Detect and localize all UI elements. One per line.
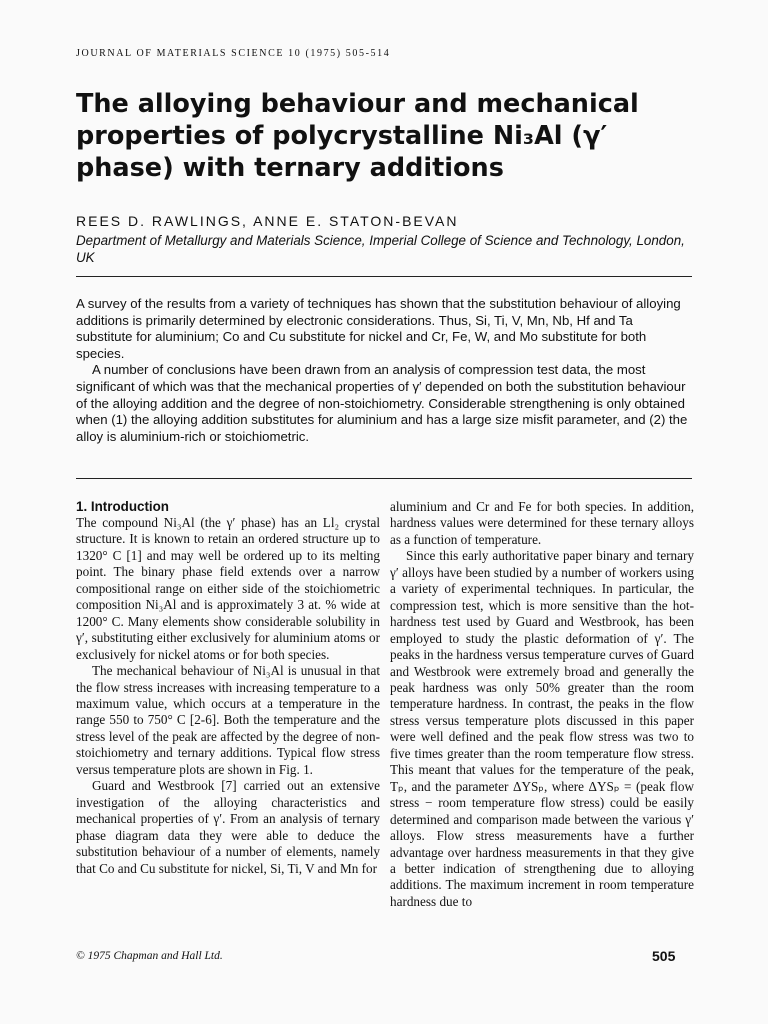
top-divider	[76, 276, 692, 277]
journal-header: JOURNAL OF MATERIALS SCIENCE 10 (1975) 505-514	[76, 48, 391, 59]
abstract-paragraph-1: A survey of the results from a variety of techniques has shown that the substitution behaviour of alloying additions is primarily determined by electronic considerations. Thus, Si, Ti, V, Mn, Nb, Hf and Ta substitute for aluminium; Co and Cu substitute for nickel and Cr, Fe, W, and Mo substitute for both species.	[76, 296, 681, 361]
article-title: The alloying behaviour and mechanical properties of polycrystalline Ni₃Al (γ′ phase) with ternary additions	[76, 89, 639, 183]
body-paragraph: The compound Ni₃Al (the γ′ phase) has an Ll₂ crystal structure. It is known to retain an ordered structure up to 1320° C [1] and may well be ordered up to its melting point. The binary phase field extends over a narrow compositional range on either side of the stoichiometric composition Ni₃Al and is approximately 3 at. % wide at 1200° C. Many elements show considerable solubility in γ′, substituting either exclusively for aluminium atoms or exclusively for nickel atoms or for both species.	[76, 515, 380, 662]
right-column	[390, 499, 694, 910]
abstract	[76, 296, 692, 445]
body-paragraph: aluminium and Cr and Fe for both species. In addition, hardness values were determined for these ternary alloys as a function of temperature.	[390, 499, 694, 547]
affiliation: Department of Metallurgy and Materials Science, Imperial College of Science and Technology, London, UK	[76, 233, 685, 265]
body-paragraph: Guard and Westbrook [7] carried out an extensive investigation of the alloying characteristics and mechanical properties of γ′. From an analysis of ternary phase diagram data they were able to deduce the substitution behaviour of a number of elements, namely that Co and Cu substitute for nickel, Si, Ti, V and Mn for	[76, 778, 380, 876]
body-paragraph: The mechanical behaviour of Ni₃Al is unusual in that the flow stress increases with increasing temperature to a maximum value, which occurs at a temperature in the range 550 to 750° C [2-6]. Both the temperature and the stress level of the peak are affected by the degree of non-stoichiometry and ternary additions. Typical flow stress versus temperature plots are shown in Fig. 1.	[76, 663, 380, 777]
page-number: 505	[652, 948, 676, 964]
authors: REES D. RAWLINGS, ANNE E. STATON-BEVAN	[76, 213, 459, 229]
body-paragraph: Since this early authoritative paper binary and ternary γ′ alloys have been studied by a number of workers using a variety of experimental techniques. In particular, the compression test, which is more sensitive than the hot-hardness test used by Guard and Westbrook, has been employed to study the plastic deformation of γ′. The peaks in the hardness versus temperature curves of Guard and Westbrook were extremely broad and generally the peak hardness was only 50% greater than the room temperature hardness. In contrast, the peaks in the flow stress versus temperature plots discussed in this paper were well defined and the peak flow stress was two to five times greater than the room temperature flow stress. This meant that values for the temperature of the peak, Tₚ, and the parameter ΔYSₚ, where ΔYSₚ = (peak flow stress − room temperature flow stress) could be easily determined and comparison made between the various γ′ alloys. Flow stress measurements have a further advantage over hardness measurements in that they give a better indication of strengthening due to alloying additions. The maximum increment in room temperature hardness due to	[390, 548, 694, 909]
left-column	[76, 499, 380, 877]
bottom-divider	[76, 478, 692, 479]
copyright-notice: © 1975 Chapman and Hall Ltd.	[76, 950, 223, 962]
section-heading: 1. Introduction	[76, 499, 169, 514]
abstract-paragraph-2: A number of conclusions have been drawn from an analysis of compression test data, the most significant of which was that the mechanical properties of γ′ depended on both the substitution behaviour of the alloying addition and the degree of non-stoichiometry. Considerable strengthening is only obtained when (1) the alloying addition substitutes for aluminium and has a large size misfit parameter, and (2) the alloy is aluminium-rich or stoichiometric.	[76, 362, 688, 444]
